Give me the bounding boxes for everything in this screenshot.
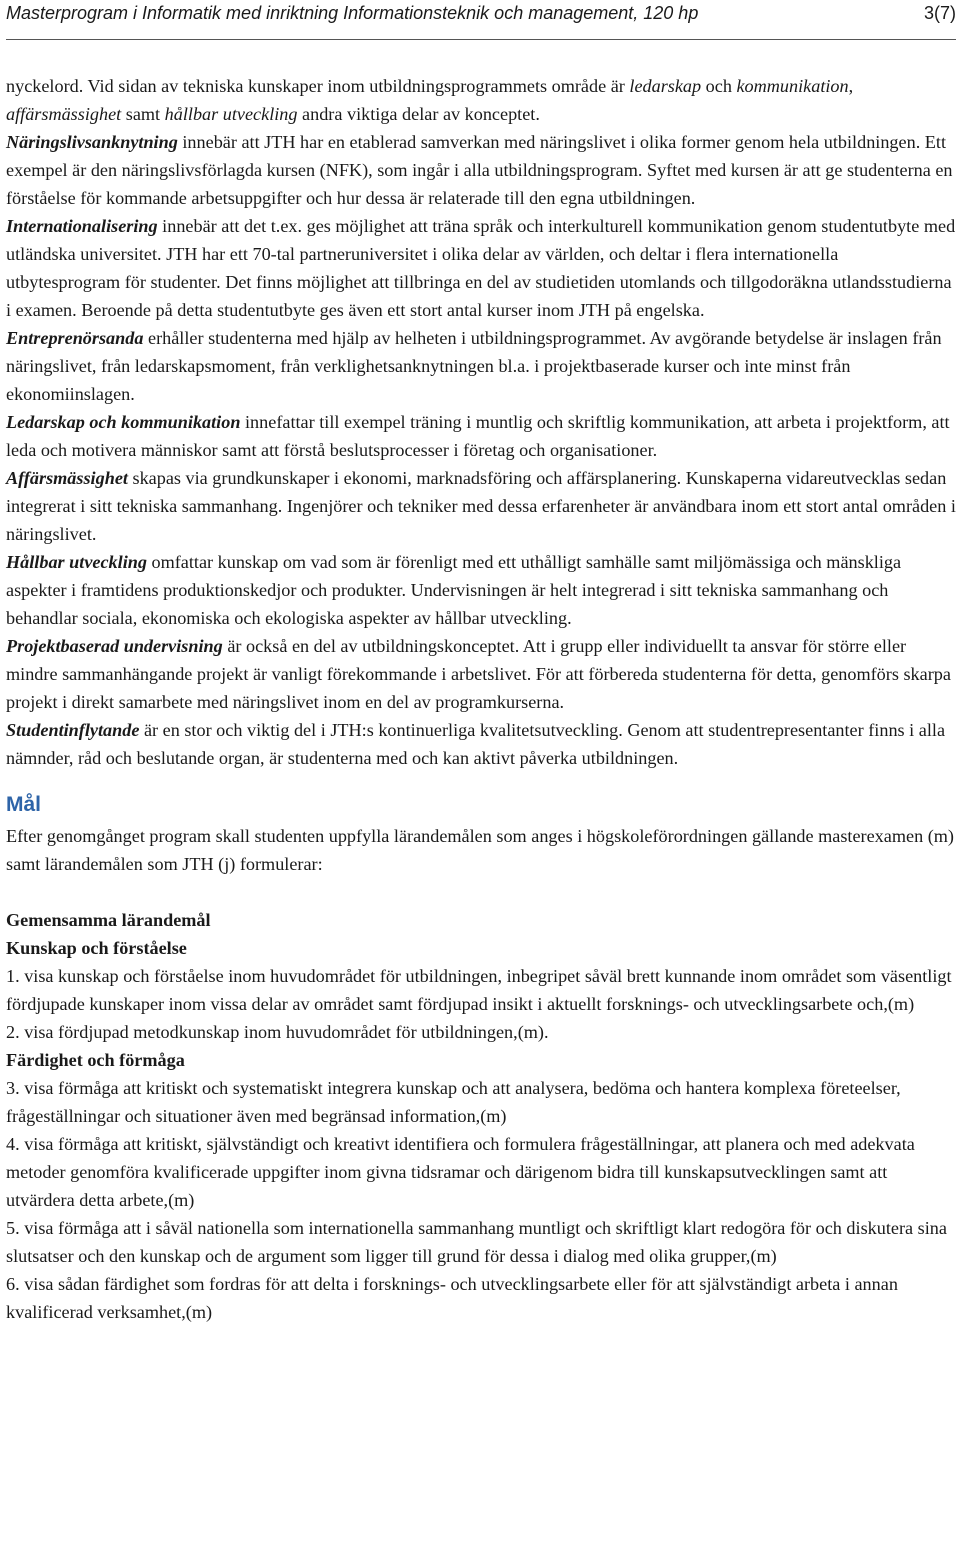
- paragraph-text: innebär att JTH har en etablerad samverkan med näringslivet i olika former genom hela utbildningen. Ett exempel är den näringslivsförlagda kursen (NFK), som ingår i alla utbildningsprogram. Syftet med kursen är att ge studenterna en förståelse för kommande arbetsuppgifter och hur dessa är relaterade till den egna utbildningen.: [6, 132, 953, 208]
- paragraph-internationalisering: [6, 212, 956, 324]
- paragraph-projektbaserad: [6, 632, 956, 716]
- intro-text-1: nyckelord. Vid sidan av tekniska kunskaper inom utbildningsprogrammets område är: [6, 76, 630, 96]
- goal-item-2: 2. visa fördjupad metodkunskap inom huvudområdet för utbildningen,(m).: [6, 1022, 549, 1042]
- term-label: Studentinflytande: [6, 720, 140, 740]
- intro-paragraph: [6, 72, 956, 128]
- paragraph-text: innefattar till exempel träning i muntlig och skriftlig kommunikation, att arbeta i projektform, att leda och motivera människor samt att förstå beslutsprocesser i företag och organisationer.: [6, 412, 950, 460]
- term-label: Affärsmässighet: [6, 468, 128, 488]
- goals-section-title-kunskap: Kunskap och förståelse: [6, 938, 187, 958]
- paragraph-text: innebär att det t.ex. ges möjlighet att träna språk och interkulturell kommunikation genom studentutbyte med utländska universitet. JTH har ett 70-tal partneruniversitet i olika delar av världen, och deltar i flera internationella utbytesprogram för studenter. Det finns möjlighet att tillbringa en del av studietiden utomlands och tillgodoräkna utlandsstudierna i examen. Beroende på detta studentutbyte ges även ett stort antal kurser inom JTH på engelska.: [6, 216, 956, 320]
- paragraph-naringslivsanknytning: [6, 128, 956, 212]
- intro-text-2: och: [701, 76, 737, 96]
- goal-item-5: 5. visa förmåga att i såväl nationella som internationella sammanhang muntligt och skriftligt klart redogöra för och diskutera sina slutsatser och den kunskap och de argument som ligger till grund för dessa i dialog med olika grupper,(m): [6, 1218, 947, 1266]
- goal-item-3: 3. visa förmåga att kritiskt och systematiskt integrera kunskap och att analysera, bedöma och hantera komplexa företeelser, frågeställningar och situationer även med begränsad information,(m): [6, 1078, 901, 1126]
- paragraph-hallbar-utveckling: [6, 548, 956, 632]
- term-label: Internationalisering: [6, 216, 158, 236]
- paragraph-entreprenorsanda: [6, 324, 956, 408]
- term-label: Ledarskap och kommunikation: [6, 412, 241, 432]
- paragraph-studentinflytande: [6, 716, 956, 772]
- term-label: Hållbar utveckling: [6, 552, 147, 572]
- goal-item-4: 4. visa förmåga att kritiskt, självständigt och kreativt identifiera och formulera frågeställningar, att planera och med adekvata metoder genomföra kvalificerade uppgifter inom givna tidsramar och därigenom bidra till kunskapsutvecklingen samt att utvärdera detta arbete,(m): [6, 1134, 915, 1210]
- goal-item-6: 6. visa sådan färdighet som fordras för att delta i forsknings- och utvecklingsarbete eller för att självständigt arbeta i annan kvalificerad verksamhet,(m): [6, 1274, 898, 1322]
- goals-section-title-fardighet: Färdighet och förmåga: [6, 1050, 185, 1070]
- spacer: [6, 878, 956, 906]
- page-header: [6, 3, 956, 31]
- paragraph-text: omfattar kunskap om vad som är förenligt med ett uthålligt samhälle samt miljömässiga och mänskliga aspekter i framtidens produktionskedjor och produkter. Undervisningen är helt integrerad i sitt tekniska sammanhang och behandlar sociala, ekonomiska och ekologiska aspekter av hållbar utveckling.: [6, 552, 902, 628]
- paragraph-text: erhåller studenterna med hjälp av helheten i utbildningsprogrammet. Av avgörande betydelse är inslagen från näringslivet, från ledarskapsmoment, från verklighetsanknytningen bl.a. i projektbaserade kurser och inte minst från ekonomiinslagen.: [6, 328, 942, 404]
- paragraph-text: är en stor och viktig del i JTH:s kontinuerliga kvalitetsutveckling. Genom att studentrepresentanter finns i alla nämnder, råd och beslutande organ, är studenterna med och kan aktivt påverka utbildningen.: [6, 720, 946, 768]
- term-label: Projektbaserad undervisning: [6, 636, 223, 656]
- paragraph-text: är också en del av utbildningskonceptet. Att i grupp eller individuellt ta ansvar för större eller mindre sammanhängande projekt är vanligt förekommande i arbetslivet. För att förbereda studenterna för detta, genomförs skarpa projekt i direkt samarbete med näringslivet inom en del av programkurserna.: [6, 636, 951, 712]
- paragraph-text: skapas via grundkunskaper i ekonomi, marknadsföring och affärsplanering. Kunskaperna vidareutvecklas sedan integrerat i sitt tekniska sammanhang. Ingenjörer och tekniker med dessa erfarenheter är användbara inom ett stort antal områden i näringslivet.: [6, 468, 956, 544]
- intro-keyword-affarsmassighet: affärsmässighet: [6, 104, 122, 124]
- intro-text-3: ,: [848, 76, 854, 96]
- mal-paragraph: Efter genomgånget program skall studenten uppfylla lärandemålen som anges i högskoleförordningen gällande masterexamen (m) samt lärandemålen som JTH (j) formulerar:: [6, 826, 954, 874]
- header-divider: [6, 39, 956, 40]
- document-title: Masterprogram i Informatik med inriktning Informationsteknik och management, 120 hp: [6, 3, 699, 23]
- term-label: Entreprenörsanda: [6, 328, 144, 348]
- intro-text-4: samt: [121, 104, 165, 124]
- intro-keyword-kommunikation: kommunikation: [736, 76, 849, 96]
- term-label: Näringslivsanknytning: [6, 132, 178, 152]
- document-body: [6, 72, 956, 1326]
- section-heading-mal: Mål: [6, 793, 42, 816]
- intro-keyword-ledarskap: ledarskap: [629, 76, 702, 96]
- paragraph-ledarskap: [6, 408, 956, 464]
- page-number: 3(7): [923, 3, 956, 23]
- goal-item-1: 1. visa kunskap och förståelse inom huvudområdet för utbildningen, inbegripet såväl brett kunnande inom området som väsentligt fördjupade kunskaper inom vissa delar av området samt fördjupad insikt i aktuellt forsknings- och utvecklingsarbete och,(m): [6, 966, 952, 1014]
- goals-heading: Gemensamma lärandemål: [6, 910, 211, 930]
- intro-keyword-hallbar: hållbar utveckling: [164, 104, 298, 124]
- paragraph-affarsmassighet: [6, 464, 956, 548]
- intro-text-5: andra viktiga delar av konceptet.: [297, 104, 540, 124]
